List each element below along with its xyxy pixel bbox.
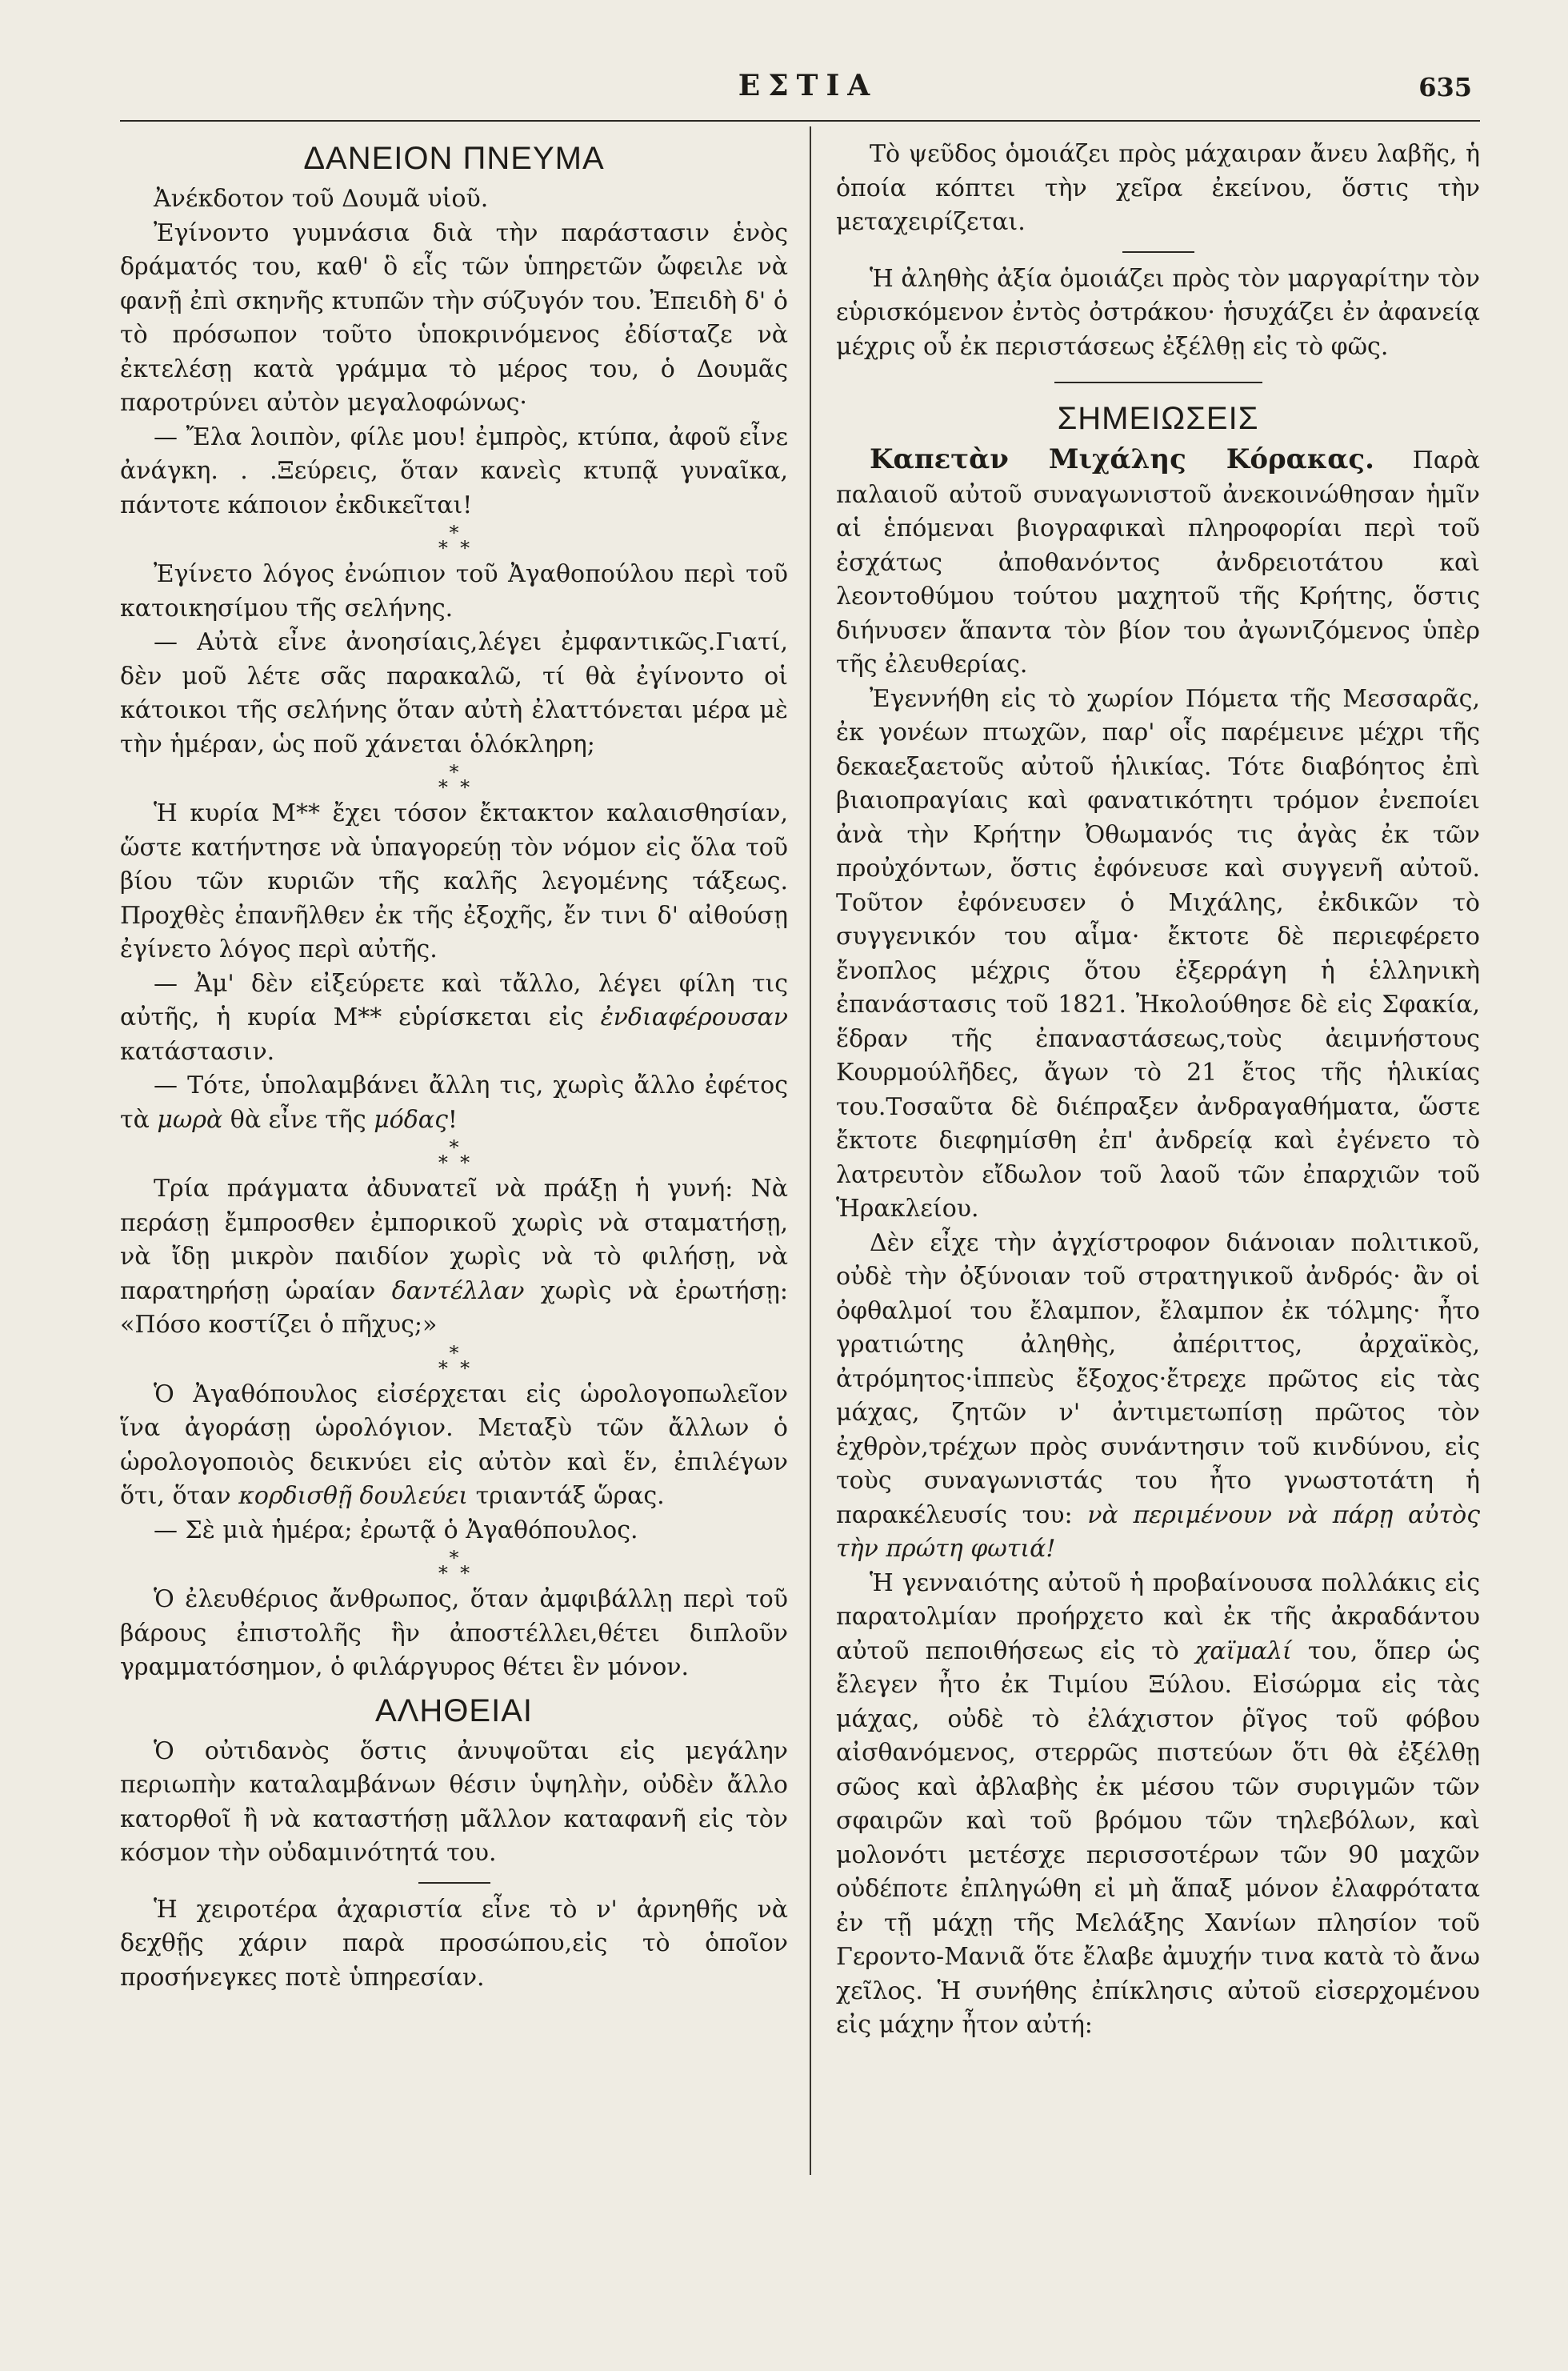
paragraph: — Ἔλα λοιπὸν, φίλε μου! ἐμπρὸς, κτύπα, ἀφοῦ εἶνε ἀνάγκη. . .Ξεύρεις, ὅταν κανεὶς κτυπᾷ γυναῖκα, πάντοτε κάποιον ἐκδικεῖται!	[120, 423, 788, 519]
journal-title: ΕΣΤΙΑ	[738, 69, 878, 102]
page-number: 635	[1418, 72, 1472, 102]
asterism-separator: * * *	[438, 1547, 470, 1584]
paragraph: Τρία πράγματα ἀδυνατεῖ νὰ πράξῃ ἡ γυνή: Νὰ περάσῃ ἔμπροσθεν ἐμπορικοῦ χωρὶς νὰ σταματήσῃ, νὰ ἴδῃ μικρὸν παιδίον χωρὶς νὰ τὸ φιλήσῃ, νὰ παρατηρήσῃ ὡραίαν δαντέλλαν χωρὶς νὰ ἐρωτήσῃ: «Πόσο κοστίζει ὁ πῆχυς;»	[120, 1175, 788, 1339]
paragraph: Καπετὰν Μιχάλης Κόρακας. Παρὰ παλαιοῦ αὐτοῦ συναγωνιστοῦ ἀνεκοινώθησαν ἡμῖν αἱ ἑπόμεναι βιογραφικαὶ πληροφορίαι περὶ τοῦ ἐσχάτως ἀποθανόντος ἀνδρειοτάτου καὶ λεοντοθύμου τούτου μαχητοῦ τῆς Κρήτης, ὅστις διήνυσεν ἅπαντα τὸν βίον του ἀγωνιζόμενος ὑπὲρ τῆς ἐλευθερίας.	[836, 443, 1480, 679]
paragraph: Ἡ γενναιότης αὐτοῦ ἡ προβαίνουσα πολλάκις εἰς παρατολμίαν προήρχετο καὶ ἐκ τῆς ἀκραδάντου αὐτοῦ πεποιθήσεως εἰς τὸ χαϊμαλί του, ὅπερ ὡς ἔλεγεν ἦτο ἐκ Τιμίου Ξύλου. Εἰσώρμα εἰς τὰς μάχας, οὐδὲ τὸ ἐλάχιστον ῥῖγος τοῦ φόβου αἰσθανόμενος, στερρῶς πιστεύων ὅτι θὰ ἐξέλθῃ σῶος καὶ ἀβλαβὴς ἐκ μέσου τῶν συριγμῶν τῶν σφαιρῶν καὶ τοῦ βρόμου τῶν τηλεβόλων, καὶ μολονότι μετέσχε περισσοτέρων τῶν 90 μαχῶν οὐδέποτε ἐπληγώθη εἰ μὴ ἅπαξ μόνον ἐλαφρότατα ἐν τῇ μάχῃ τῆς Μελάξης Χανίων πλησίον τοῦ Γεροντο-Μανιᾶ ὅτε ἔλαβε ἀμυχήν τινα κατὰ τὸ ἄνω χεῖλος. Ἡ συνήθης ἐπίκλησις αὐτοῦ εἰσερχομένου εἰς μάχην ἦτον αὐτή:	[836, 1568, 1481, 2039]
paragraph: — Αὐτὰ εἶνε ἀνοησίαις,λέγει ἐμφαντικῶς.Γιατί, δὲν μοῦ λέτε σᾶς παρακαλῶ, τί θὰ ἐγίνοντο οἱ κάτοικοι τῆς σελήνης ὅταν αὐτὴ ἐλαττόνεται μέρα μὲ τὴν ἡμέραν, ὡς ποῦ χάνεται ὁλόκληρη;	[120, 628, 788, 759]
paragraph: Ἐγίνοντο γυμνάσια διὰ τὴν παράστασιν ἑνὸς δράματός του, καθ' ὃ εἷς τῶν ὑπηρετῶν ὤφειλε νὰ φανῇ ἐπὶ σκηνῆς κτυπῶν τὴν σύζυγόν του. Ἐπειδὴ δ' ὁ τὸ πρόσωπον τοῦτο ὑποκρινόμενος ἐδίσταζε νὰ ἐκτελέσῃ κατὰ γράμμα τὸ μέρος του, ὁ Δουμᾶς παροτρύνει αὐτὸν μεγαλοφώνως·	[120, 218, 788, 417]
section-title-truths: ΑΛΗΘΕΙΑΙ	[375, 1692, 533, 1728]
paragraph: — Ἀμ' δὲν εἰξεύρετε καὶ τἄλλο, λέγει φίλη τις αὐτῆς, ἡ κυρία Μ** εὑρίσκεται εἰς ἐνδιαφέρουσαν κατάστασιν.	[120, 969, 788, 1066]
section-rule	[1054, 382, 1262, 383]
paragraph: Ἐγίνετο λόγος ἐνώπιον τοῦ Ἀγαθοπούλου περὶ τοῦ κατοικησίμου τῆς σελήνης.	[120, 560, 788, 623]
section-title-notes: ΣΗΜΕΙΩΣΕΙΣ	[1057, 401, 1259, 436]
asterism-separator: * * *	[438, 761, 470, 799]
paragraph: Ἡ χειροτέρα ἀχαριστία εἶνε τὸ ν' ἀρνηθῆς νὰ δεχθῇς χάριν παρὰ προσώπου,εἰς τὸ ὁποῖον προσήνεγκες ποτὲ ὑπηρεσίαν.	[120, 1895, 788, 1992]
paragraph: Ὁ Ἀγαθόπουλος εἰσέρχεται εἰς ὡρολογοπωλεῖον ἵνα ἀγοράσῃ ὡρολόγιον. Μεταξὺ τῶν ἄλλων ὁ ὡρολογοποιὸς δεικνύει εἰς αὐτὸν καὶ ἕν, ἐπιλέγων ὅτι, ὅταν κορδισθῇ δουλεύει τριαντάξ ὥρας.	[120, 1380, 788, 1510]
asterism-separator: * * *	[438, 522, 470, 559]
paragraph: Ὁ οὐτιδανὸς ὅστις ἀνυψοῦται εἰς μεγάλην περιωπὴν καταλαμβάνων θέσιν ὑψηλὴν, οὐδὲν ἄλλο κατορθοῖ ἢ νὰ καταστήσῃ μᾶλλον καταφανῆ εἰς τὸν κόσμον τὴν οὐδαμινότητά του.	[120, 1736, 788, 1867]
paragraph: Δὲν εἶχε τὴν ἀγχίστροφον διάνοιαν πολιτικοῦ, οὐδὲ τὴν ὀξύνοιαν τοῦ στρατηγικοῦ ἀνδρός· ἂν οἱ ὀφθαλμοί του ἔλαμπον, ἔλαμπον ἐκ τόλμης· ἦτο γρατιώτης ἀληθὴς, ἀπέριττος, ἀρχαϊκὸς, ἀτρόμητος·ἱππεὺς ἔξοχος·ἔτρεχε πρῶτος εἰς τὰς μάχας, ζητῶν ν' ἀντιμετωπίσῃ πρῶτος τὸν ἐχθρὸν,τρέχων πρὸς συνάντησιν τοῦ κινδύνου, εἰς τοὺς συναγωνιστάς του ἦτο γνωστοτάτη ἡ παρακέλευσίς του: νὰ περιμένουν νὰ πάρῃ αὐτὸς τὴν πρώτη φωτιά!	[836, 1228, 1480, 1563]
bio-subject-name: Καπετὰν Μιχάλης Κόρακας.	[870, 443, 1374, 475]
left-column	[120, 138, 788, 1995]
paragraph: Ἐγεννήθη εἰς τὸ χωρίον Πόμετα τῆς Μεσσαρᾶς, ἐκ γονέων πτωχῶν, παρ' οἷς παρέμεινε μέχρι τῆς δεκαεξαετοῦς αὐτοῦ ἡλικίας. Τότε διαβόητος ἐπὶ βιαιοπραγίαις καὶ φανατικότητι τρόμον ἐνεποίει ἀνὰ τὴν Κρήτην Ὀθωμανός τις ἀγὰς ἐκ τῶν προὐχόντων, ὅστις ἐφόνευσε καὶ συγγενῆ αὐτοῦ. Τοῦτον ἐφόνευσεν ὁ Μιχάλης, ἐκδικῶν τὸ συγγενικόν του αἷμα· ἔκτοτε δὲ περιεφέρετο ἔνοπλος μέχρις ὅτου ἐξερράγη ἡ ἑλληνικὴ ἐπανάστασις τοῦ 1821. Ἠκολούθησε δὲ εἰς Σφακία, ἕδραν τῆς ἐπαναστάσεως,τοὺς ἀειμνήστους Κουρμούλῆδες, ἄγων τὸ 21 ἔτος τῆς ἡλικίας του.Τοσαῦτα δὲ διέπραξεν ἀνδραγαθήματα, ὥστε ἔκτοτε διεφημίσθη ἐπ' ἀνδρείᾳ καὶ ἐγένετο τὸ λατρευτὸν εἴδωλον τοῦ λαοῦ τῶν ἐπαρχιῶν τοῦ Ἡρακλείου.	[836, 684, 1480, 1223]
paragraph: — Σὲ μιὰ ἡμέρα; ἐρωτᾷ ὁ Ἀγαθόπουλος.	[154, 1516, 638, 1544]
paragraph: Τὸ ψεῦδος ὁμοιάζει πρὸς μάχαιραν ἄνευ λαβῆς, ἡ ὁποία κόπτει τὴν χεῖρα ἐκείνου, ὅστις τὴν μεταχειρίζεται.	[836, 140, 1480, 236]
paragraph: Ἡ κυρία Μ** ἔχει τόσον ἔκτακτον καλαισθησίαν, ὥστε κατήντησε νὰ ὑπαγορεύῃ τὸν νόμον εἰς ὅλα τοῦ βίου τῶν κυριῶν τῆς καλῆς λεγομένης τάξεως. Προχθὲς ἐπανῆλθεν ἐκ τῆς ἐξοχῆς, ἔν τινι δ' αἰθούσῃ ἐγίνετο λόγος περὶ αὐτῆς.	[120, 799, 788, 963]
right-column	[836, 138, 1480, 2043]
asterism-separator: * * *	[438, 1136, 470, 1174]
running-head	[0, 0, 1568, 120]
short-rule	[418, 1882, 490, 1884]
header-rule	[120, 120, 1480, 122]
asterism-separator: * * *	[438, 1341, 470, 1380]
anecdote-label: Ἀνέκδοτον τοῦ Δουμᾶ υἱοῦ.	[154, 185, 489, 213]
paragraph: Ἡ ἀληθὴς ἀξία ὁμοιάζει πρὸς τὸν μαργαρίτην τὸν εὑρισκόμενον ἐντὸς ὀστράκου· ἡσυχάζει ἐν ἀφανείᾳ μέχρις οὗ ἐκ περιστάσεως ἐξέλθῃ εἰς τὸ φῶς.	[836, 264, 1480, 361]
section-title-borrowed-wit: ΔΑΝΕΙΟΝ ΠΝΕΥΜΑ	[303, 141, 605, 176]
paragraph: Ὁ ἐλευθέριος ἄνθρωπος, ὅταν ἀμφιβάλλῃ περὶ τοῦ βάρους ἐπιστολῆς ἣν ἀποστέλλει,θέτει διπλοῦν γραμματόσημον, ὁ φιλάργυρος θέτει ἓν μόνον.	[120, 1585, 788, 1681]
column-divider	[810, 126, 811, 2175]
paragraph: — Τότε, ὑπολαμβάνει ἄλλη τις, χωρὶς ἄλλο ἐφέτος τὰ μωρὰ θὰ εἶνε τῆς μόδας!	[120, 1071, 788, 1134]
short-rule	[1122, 251, 1194, 253]
